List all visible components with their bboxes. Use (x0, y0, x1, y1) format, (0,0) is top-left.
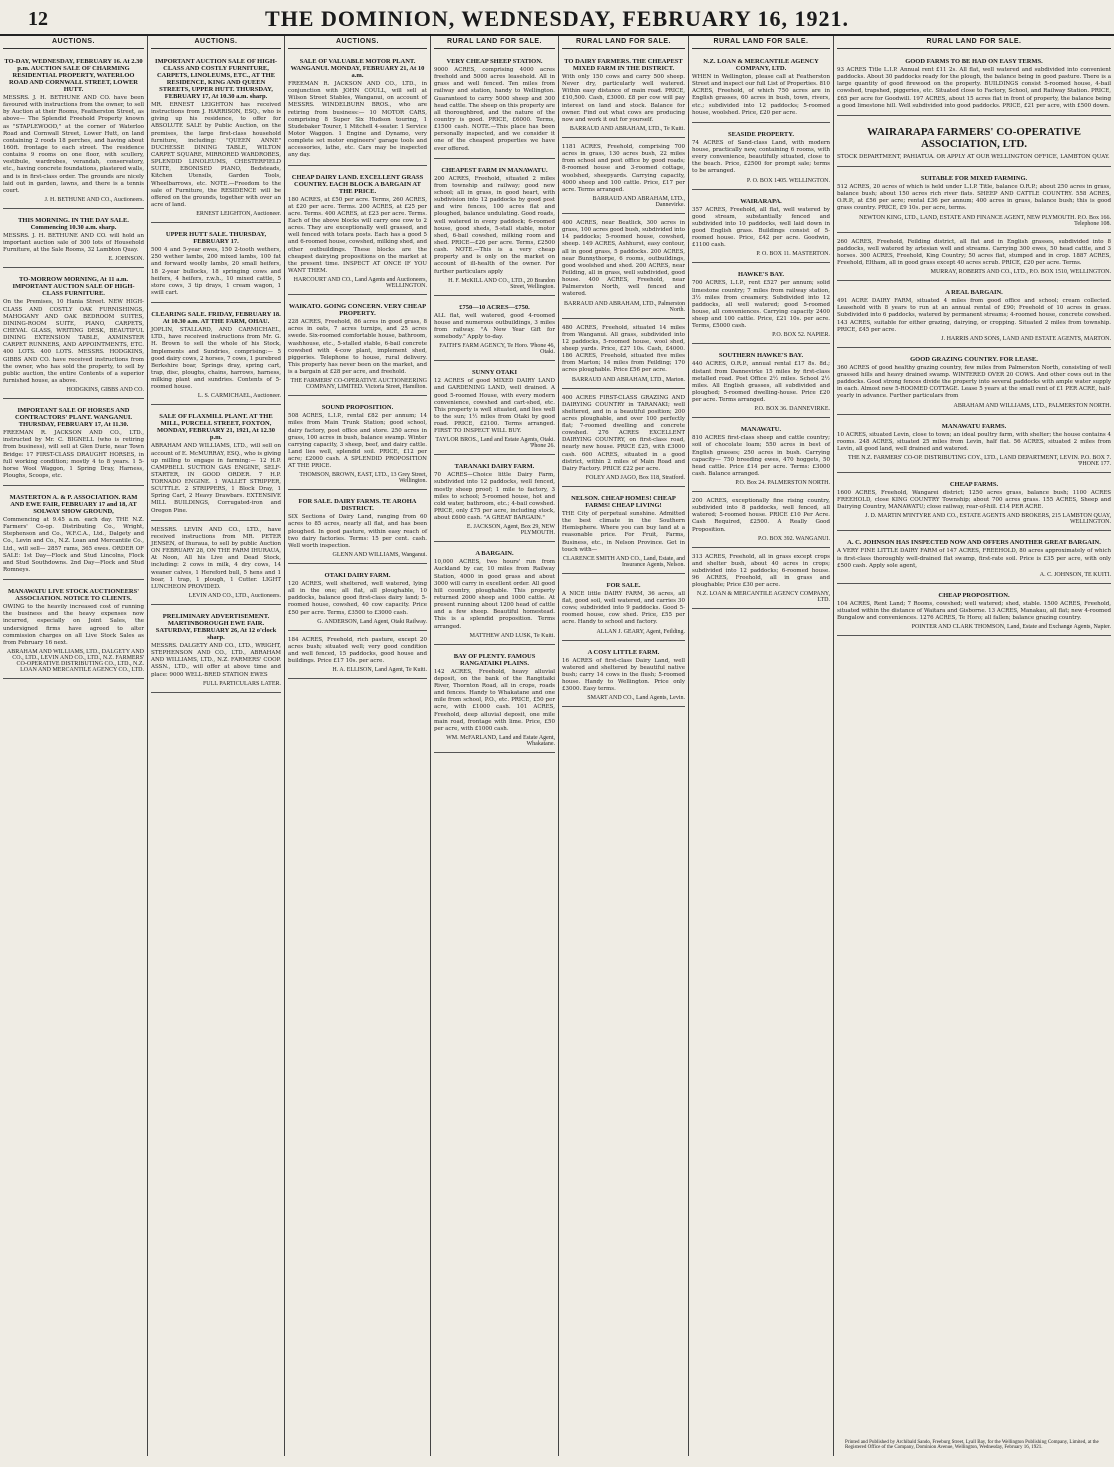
ad-signature: L. S. CARMICHAEL, Auctioneer. (197, 393, 281, 400)
advertisement (562, 322, 685, 389)
ad-signature: ALLAN J. GEARY, Agent, Feilding. (596, 628, 685, 635)
ad-body: ALL flat, well watered, good 4-roomed house and numerous outbuildings, 3 miles from railway. "A New Year Gift for somebody." Apply to-day. (434, 312, 555, 341)
advertisement (151, 53, 281, 223)
advertisement (692, 193, 830, 264)
ad-body: On the Premises, 10 Hania Street. NEW HIGH-CLASS AND COSTLY OAK FURNISHINGS, MAHOGANY AND OAK BEDROOM SUITES, DINING-ROOM SUITE, PIANO, CARPETS, CHEVAL GLASS, WRITING DESK, BEAUTIFUL DINING EXTENSION TABLE, AXMINSTER CARPET RUNNERS, AND APPOINTMENTS, ETC. 400 LOTS. 400 LOTS. MESSRS. HODGKINS, GIBBS AND CO. have received instructions from the owner, who has sold the property, to sell by public auction, the entire Contents of a superior furnished house, as above. (3, 299, 144, 384)
ad-signature: G. ANDERSON, Land Agent, Otaki Railway. (317, 618, 427, 625)
ad-signature: ABRAHAM AND WILLIAMS, LTD., DALGETY AND CO., LTD., LEVIN AND CO., LTD., N.Z. FARMERS' CO-OPERATIVE DISTRIBUTING CO., LTD., N.Z. LOAN AND MERCANTILE AGENCY CO., LTD. (6, 649, 144, 674)
ad-signature: P. O. BOX 11. MASTERTON. (756, 251, 830, 258)
ad-body: 200 ACRES, Freehold, situated 2 miles from township and railway; good new school; all in grass, in good heart, with subdivision into 12 paddocks by good post and wire fences, 100 acres flat and ploughed, balance undulating. Good roads, well watered in every paddock; 6-roomed house, good sheds, 5-stall stable, motor shed, 6-bail cowshed, milking room and shed. PRICE—£26 per acre. Terms, £2500 cash. NOTE.—This is a very cheap property and is only on the market on account of ill-health of the owner. For further particulars apply (434, 175, 555, 275)
ad-body: 491 ACRE DAIRY FARM, situated 4 miles from good office and school; cream collected. Leasehold with 8 years to run at an annual rental of £90; Freehold of 10 acres in grass. Subdivided into 6 paddocks, watered by permanent streams; 4-roomed house, concrete cowshed. 143 ACRES, suitable for either grazing, dairying, or cropping. Situated 2 miles from township. PRICE, £45 per acre. (837, 298, 1111, 333)
column-header: AUCTIONS. (151, 36, 281, 49)
ad-heading: OTAKI DAIRY FARM. (324, 572, 391, 580)
ad-signature: P.O. BOX 392. WANGANUI. (757, 535, 830, 542)
ad-heading: WAIRARAPA FARMERS' CO-OPERATIVE ASSOCIATION, LTD. (867, 125, 1081, 150)
ad-heading: CHEAP PROPOSITION. (938, 591, 1010, 599)
ad-body: THE City of perpetual sunshine. Admitted the best climate in the Southern Hemisphere. Where you can buy land at a reasonable price. For Fruit, Farms, Business, etc., in Nelson Province. Get in touch with— (562, 511, 685, 553)
ad-signature: J. H. BETHUNE AND CO., Auctioneers. (44, 196, 144, 203)
ad-heading: MANAWATU FARMS. (941, 422, 1007, 430)
ad-heading: CHEAPEST FARM IN MANAWATU. (441, 166, 548, 174)
ad-body: Commencing at 9.45 a.m. each day. THE N.Z. Farmers' Co-op. Distributing Co., Wright, Stephenson and Co., W.F.C.A., Ltd., Dalgety and Co., Levin and Co., N.Z. Loan and Mercantile Co., Ltd., will sell— 2857 rams, 365 ewes. ORDER OF SALE: 1st Day—Flock and Stud Lincolns, Flock and Stud Southdowns. 2nd Day—Flock and Stud Romneys. (3, 517, 144, 574)
column-header: RURAL LAND FOR SALE. (837, 36, 1111, 49)
ad-body: MESSRS. J. H. BETHUNE AND CO. have been favoured with instructions from the owner, to sell by Auction at their Rooms, Featherston Street, as above— The Splendid Freehold Property known as "STAPLEWOOD," at the corner of Waterloo Road and Cornwall Street, Lower Hutt, on land containing 2 roods 18 perches, and having about 160ft. frontage to each street. The residence contains 9 rooms on one floor, with scullery, vestibule, wardrobes, verandah, conservatory, etc., having concrete foundations, plastered walls, and is in first-class order. The grounds are nicely laid out in garden, lawns, and there is a tennis court. (3, 95, 144, 194)
ad-heading: PRELIMINARY ADVERTISEMENT. MARTINBOROUGH EWE FAIR. SATURDAY, FEBRUARY 26, At 12 o'clock sharp. (155, 613, 277, 642)
ad-signature: A. C. JOHNSON, TE KUITI. (1039, 571, 1111, 578)
ad-body: 360 ACRES of good healthy grazing country, few miles from Palmerston North, consisting of well grassed hills and heavy drained swamp. WINTERED OVER 20 COWS. And other cows out in the paddocks. Good strong fences divide the property into several paddocks with ample water supply in each. Almost new 5-ROOMED COTTAGE. Lease 5 years at the small rent of £1 PER ACRE, half-yearly in advance. Further particulars from (837, 364, 1111, 400)
ad-body: 440 ACRES, O.R.P., annual rental £17 8s. 8d.; distant from Dannevirke 15 miles by first-class metalled road. Post Office 2½ miles. School 2½ miles. All English grasses, all subdivided and ploughed; 5-roomed dwelling-house. Price £20 per acre. Terms arranged. (692, 361, 830, 404)
ad-heading: GOOD GRAZING COUNTRY. FOR LEASE. (910, 355, 1038, 363)
ad-signature: BARRAUD AND ABRAHAM, LTD., Marton. (571, 376, 685, 383)
ad-signature: THE N.Z. FARMERS' CO-OP. DISTRIBUTING COY., LTD., LAND DEPARTMENT, LEVIN. P.O. BOX 7. 'PHONE 177. (848, 454, 1111, 467)
column-6 (689, 36, 834, 1456)
ad-signature: BARRAUD AND ABRAHAM, LTD., Dannevirke. (592, 195, 685, 208)
ad-body: OWING to the heavily increased cost of running the business and the heavy expenses now incurred, especially on Joint Sales, the undersigned firms have agreed to alter commission charges on all Live Stock Sales as from February 16 next. (3, 604, 144, 646)
ad-heading: SALE OF VALUABLE MOTOR PLANT. WANGANUI. MONDAY, FEBRUARY 21, At 10 a.m. (290, 58, 425, 79)
ad-body: MR. ERNEST LEIGHTON has received instructions from J. HARRISON, ESQ., who is giving up his residence, to offer for ABSOLUTE SALE by Public Auction, on the premises, the large first-class household furniture, including: "QUEEN ANNE" DUCHESSE DINING TABLE, WILTON CARPET SQUARE, MIRRORED WARDROBES, SPLENDID LINOLEUMS, CHESTERFIELD SUITE, EBONISED PIANO, Bedsteads, Kitchen Utensils, Garden Tools, Wheelbarrows, etc. NOTE.—Freedom to the sale of Furniture, the RESIDENCE will be offered on the grounds, together with over an acre of land. (151, 102, 281, 208)
ad-signature: THE FARMERS' CO-OPERATIVE AUCTIONEERING COMPANY, LIMITED. Victoria Street, Hamilton. (290, 378, 427, 391)
ad-signature: MURRAY, ROBERTS AND CO., LTD., P.O. BOX 1510, WELLINGTON. (930, 269, 1111, 276)
ad-signature: CLARENCE SMITH AND CO., Land, Estate, and Insurance Agents, Nelson. (563, 555, 685, 568)
ad-body: 16 ACRES of first-class Dairy Land, well watered and sheltered by beautiful native bush; carry 14 cows in the flush; 5-roomed house. Handy to Wellington. Price only £3000. Easy terms. (562, 657, 685, 693)
ad-heading: HAWKE'S BAY. (737, 271, 785, 279)
advertisement (434, 53, 555, 159)
ad-body: 12 ACRES of good MIXED DAIRY LAND and GARDENING LAND, well drained. A good 5-roomed House, with every modern convenience, cowshed and cart-shed, etc. This property is well situated, and lies well to the sun; 1½ miles from Otaki by good road. PRICE, £2100. Terms arranged. FIRST TO INSPECT WILL BUY. (434, 378, 555, 435)
ad-body: ABRAHAM AND WILLIAMS, LTD., will sell on account of E. McMURRAY, ESQ., who is giving up milling to engage in farming:— 12 H.P. CAMPBELL SUCTION GAS ENGINE, SELF-STARTER, IN GOOD ORDER. 7 H.P. TORNADO ENGINE. 1 WALLET STRIPPER, SCUTTLE. 2 STRIPPERS, 1 Block Dray, 1 Spring Cart, 2 Heavy Drawbars. EXTENSIVE MILL BUILDINGS, Corrugated-iron and Oregon Pine. (151, 443, 281, 514)
column-header: RURAL LAND FOR SALE. (692, 36, 830, 49)
advertisement (692, 266, 830, 344)
ad-heading: IMPORTANT SALE OF HORSES AND CONTRACTORS' PLANT. WANGANUI. THURSDAY, FEBRUARY 17, At 11.30. (14, 407, 133, 429)
column-7 (834, 36, 1114, 1456)
advertisement (837, 53, 1111, 116)
ad-signature: WM. McFARLAND, Land and Estate Agent, Whakatane. (446, 735, 555, 747)
advertisement (837, 476, 1111, 531)
advertisement (151, 524, 281, 605)
ad-body: 400 ACRES FIRST-CLASS GRAZING AND DAIRYING COUNTRY in TARANAKI; well sheltered, and in a beautiful position; 200 acres ploughable, and over 100 perfectly flat; 7-roomed dwelling and concrete cowshed. 276 ACRES EXCELLENT DAIRYING COUNTRY, on first-class road, nearly new house. PRICE £25, with £3000 cash. 600 ACRES, situated in a good district, within 2 miles of Main Road and Dairy Factory. PRICE £22 per acre. (562, 394, 685, 472)
advertisement (562, 217, 685, 319)
advertisement (837, 534, 1111, 583)
ad-heading: NELSON. CHEAP HOMES! CHEAP FARMS! CHEAP LIVING! (571, 495, 676, 510)
ad-signature: BARRAUD AND ABRAHAM, LTD., Palmerston North. (564, 300, 685, 313)
ad-signature: J. D. MARTIN M'INTYRE AND CO., ESTATE AGENTS AND BROKERS, 215 LAMBTON QUAY, WELLINGTON. (865, 513, 1111, 526)
ad-heading: MASTERTON A. & P. ASSOCIATION. RAM AND EWE FAIR, FEBRUARY 17 and 18, AT SOLWAY SHOW GROUND, (9, 494, 138, 516)
ad-heading: IMPORTANT AUCTION SALE OF HIGH-CLASS AND COSTLY FURNITURE, CARPETS, LINOLEUMS, ETC., AT THE RESIDENCE, KING AND QUEEN STREETS, UPPER HUTT. THURSDAY, FEBRUARY 17, At 10.30 a.m. sharp. (154, 58, 278, 100)
page-number: 12 (28, 8, 48, 30)
ad-signature: FOLEY AND JAGO, Box 118, Stratford. (585, 475, 685, 482)
ad-body: 104 ACRES, Rent Land; 7 Rooms, cowshed; well watered; shed, stable. 1500 ACRES, Freehold, situated within the distance of Waitara and Gisborne. 13 ACRES, Manakau, all flat; new 4-roomed Bungalow and conveniences. 1276 ACRES, Te Horo; all fallen; balance grazing country. (837, 600, 1111, 622)
advertisement (562, 141, 685, 214)
ad-signature: LEVIN AND CO., LTD., Auctioneers. (188, 593, 281, 600)
advertisement (692, 53, 830, 123)
ad-body: 500 4 and 5-year ewes, 150 2-tooth wethers, 250 wether lambs, 200 mixed lambs, 100 fat and forward woolly lambs, 20 small heifers, 18 2-year bullocks, 18 springing cows and heifers, 4 heifers, r.w.h., 10 mixed cattle, 5 store cows, 3 tip drays, 1 cream wagon, 1 swill cart. (151, 247, 281, 296)
ad-body: 228 ACRES, Freehold, 86 acres in good grass, 8 acres in oats, 7 acres turnips, and 25 acres swede. Six-roomed comfortable house, bathroom, washhouse, etc., 5-stalled stable, 6-bail concrete cowshed with 4-cow plant, implement shed, piggeries. Telephone to house, rural delivery. This property has never been on the market, and is a bargain at £28 per acre, and freehold. (288, 319, 427, 376)
ad-heading: CLEARING SALE. FRIDAY, FEBRUARY 18. At 10.30 a.m. AT THE FARM, OHAU. (151, 311, 281, 326)
masthead (0, 0, 1114, 36)
ad-body: 512 ACRES, 20 acres of which is held under L.I.P. Title, balance O.R.P.; about 250 acres in grass, balance bush; about 150 acres rich river flats. SHEEP AND CATTLE COUNTRY. 558 ACRES, O.R.P., at £56 per acre; rental £36 per annum; 400 acres in grass, balance bush; this is good grass country. PRICE, £9 10s. per acre, terms. (837, 183, 1111, 212)
ad-body: 120 ACRES, well sheltered, well watered, lying all in the one; all flat, all ploughable, 10 paddocks, balance good first-class dairy land; 5-roomed house, cowshed, 40 cow capacity. Price £50 per acre. Terms, £3500 to £3000 cash. (288, 581, 427, 616)
ad-heading: VERY CHEAP SHEEP STATION. (446, 58, 543, 65)
column-header: AUCTIONS. (3, 36, 144, 49)
column-5 (559, 36, 689, 1456)
column-header: AUCTIONS. (288, 36, 427, 49)
ad-heading: GOOD FARMS TO BE HAD ON EASY TERMS. (905, 58, 1043, 65)
ad-heading: UPPER HUTT SALE. THURSDAY, FEBRUARY 17. (165, 231, 267, 246)
advertisement (837, 170, 1111, 233)
advertisement (288, 399, 427, 490)
ad-signature: NEWTON KING, LTD., LAND, ESTATE AND FINANCE AGENT, NEW PLYMOUTH. P.O. Box 166. Telephone 108. (859, 214, 1111, 227)
ad-heading: TO-MORROW MORNING, At 11 a.m. IMPORTANT AUCTION SALE OF HIGH-CLASS FURNITURE. (12, 276, 135, 298)
ad-signature: THOMSON, BROWN, EAST, LTD., 13 Grey Street, Wellington. (299, 472, 427, 485)
ad-signature: BARRAUD AND ABRAHAM, LTD., Te Kuiti. (569, 125, 685, 132)
advertisement (288, 169, 427, 296)
advertisement (434, 162, 555, 296)
printer-imprint: Printed and Published by Archibald Sando, Freeburg Street, Lyall Bay, for the Wellington Publishing Company, Limited, at the Registered Office of the Company, Dominion Avenue, Wellington, Wednesday, February 16, 1921. (845, 1440, 1099, 1450)
advertisement (288, 634, 427, 680)
column-header: RURAL LAND FOR SALE. (434, 36, 555, 49)
column-4 (431, 36, 559, 1456)
advertisement (434, 545, 555, 644)
ad-body: A NICE little DAIRY FARM, 36 acres, all flat, good soil, well watered, and carries 30 cows; subdivided into 9 paddocks. Good 5-roomed house, cow shed. Price, £55 per acre. Handy to school and factory. (562, 590, 685, 626)
ad-body: FREEMAN R. JACKSON AND CO., LTD., instructed by Mr. C. BIGNELL (who is retiring from business), will sell at Glen Durie, near Town Bridge: 17 FIRST-CLASS DRAUGHT HORSES, in full working condition; mostly 4 to 8 years. 1 5-horse Wool Waggon, 1 Spring Dray, Harness, Ploughs, Scoops, etc. (3, 430, 144, 479)
advertisement (434, 364, 555, 455)
advertisement (3, 402, 144, 486)
ad-signature: FAITH'S FARM AGENCY, Te Horo. 'Phone 46, Otaki. (439, 343, 555, 356)
advertisement (151, 226, 281, 303)
ad-signature: P.O. BOX 36. DANNEVIRKE. (754, 406, 830, 413)
advertisement (288, 493, 427, 564)
ad-body: STOCK DEPARTMENT, PAHIATUA. OR APPLY AT OUR WELLINGTON OFFICE, LAMBTON QUAY. (837, 153, 1110, 160)
ad-heading: MANAWATU LIVE STOCK AUCTIONEERS' ASSOCIATION. NOTICE TO CLIENTS. (7, 588, 140, 603)
ad-body: 1600 ACRES, Freehold, Wangarei district; 1250 acres grass, balance bush; 1100 ACRES FREEHOLD, close KING COUNTRY Township; about 700 acres grass. 155 ACRES, Sheep and Dairying Country, MANAWATU; close railway, rear-of-hill. £14 PER ACRE. (837, 489, 1111, 511)
ad-body: WHEN in Wellington, please call at Featherston Street and inspect our full List of Properties. 810 ACRES, Freehold, of which 750 acres are in English grasses, 60 acres in bush, town, rivers, etc.; subdivided into 12 paddocks; 5-roomed house, woolshed. Price, £20 per acre. (692, 74, 830, 116)
ad-signature: SMART AND CO., Land Agents, Levin. (587, 695, 685, 702)
ad-body: 10 ACRES, situated Levin, close to town; an ideal poultry farm, with shelter; the house contains 4 rooms. 248 ACRES, situated 25 miles from Levin, half flat. 56 ACRES, situated 2 miles from Levin, all good land, well drained and watered. (837, 431, 1111, 452)
column-1 (0, 36, 148, 1456)
advertisement (837, 418, 1111, 473)
ad-body: 400 ACRES, near Beatlick, 300 acres in grass, 100 acres good bush, subdivided into 14 paddocks; 5-roomed house, cowshed, sheep. 149 ACRES, Ashhurst, easy contour, all in good grass, 5 paddocks. 200 ACRES, near Bunnythorpe, 6 rooms, outbuildings, good woolshed and shed. 200 ACRES, near Feilding, all in grass, well subdivided, good house. 400 ACRES, Freehold, near Palmerston North, well fenced and watered. (562, 219, 685, 298)
ad-body: 200 ACRES, exceptionally fine rising country, subdivided into 8 paddocks, well fenced, all watered; 5-roomed house. PRICE £10 Per Acre. Cash Required, £2500. A Really Good Proposition. (692, 498, 830, 533)
ad-signature: HARCOURT AND CO., Land Agents and Auctioneers, WELLINGTON. (293, 277, 427, 290)
ad-body: JOPLIN, STALLARD, AND CARMICHAEL, LTD., have received instructions from Mr. G. H. Brown to sell the whole of his Stock, Implements and Sundries, comprising:— 5 good dairy cows, 2 horses, 7 cows, 1 purebred Berkshire boar, Springs dray, spring cart, trap, disc, ploughs, chains, harrows, harness, milking plant and sundries. Contents of 5-roomed house. (151, 327, 281, 391)
advertisement (692, 421, 830, 492)
ad-body: 142 ACRES, Freehold, heavy alluvial deposit, on the bank of the Rangitaiki River, Thornton Road, all in crops, roads and fences. Handy to Whakatane and one mile from school, P.O., etc. PRICE, £50 per acre, with £1000 cash. 101 ACRES, Freehold, deep alluvial deposit, one mile main road, frontage with lime. Price, £50 per acre, with £1000 cash. (434, 668, 555, 732)
ad-signature: E. JACKSON, Agent, Box 29, NEW PLYMOUTH. (466, 524, 555, 537)
ad-heading: SOUND PROPOSITION. (321, 404, 394, 412)
ad-signature: P. O. BOX 1405. WELLINGTON. (746, 177, 830, 184)
column-2 (148, 36, 285, 1456)
ad-signature: MATTHEW AND LUSK, Te Kuiti. (469, 632, 555, 639)
advertisement (562, 53, 685, 138)
advertisement (562, 577, 685, 641)
advertisement (288, 298, 427, 396)
ad-body: 313 ACRES, Freehold, all in grass except crops and shelter bush, about 40 acres in crops; subdivided into 12 paddocks; 6-roomed house. 96 ACRES, Freehold, all in grass and ploughable; Price £30 per acre. (692, 553, 830, 589)
ad-heading: SALE OF FLAXMILL PLANT. AT THE MILL, PURCELL STREET, FOXTON, MONDAY, FEBRUARY 21, 1921, At 12.30 p.m. (156, 413, 276, 442)
advertisement (562, 392, 685, 488)
ad-body: 700 ACRES, L.I.P., rent £527 per annum; solid limestone country; 7 miles from railway station, 3½ miles from creamery. Subdivided into 12 paddocks, all well watered; good 5-roomed house, all conveniences. Carrying capacity 2400 sheep and 100 cattle. Price, £21 10s. per acre. Terms, £5000 cash. (692, 280, 830, 330)
ad-heading: BAY OF PLENTY. FAMOUS RANGATAIKI PLAINS. (453, 652, 536, 667)
ad-heading: SUNNY OTAKI (472, 369, 517, 377)
ad-heading: A COSY LITTLE FARM. (587, 648, 660, 656)
ad-heading: £750—10 ACRES—£750. (459, 303, 530, 311)
ad-heading: A REAL BARGAIN. (945, 289, 1003, 297)
ad-body: A VERY FINE LITTLE DAIRY FARM of 147 ACRES, FREEHOLD, 80 acres approximately of which is first-class thoroughly well-drained flat swamp, first-rate soil. Price is £35 per acre, with only £500 cash. Apply sole agent, (837, 548, 1111, 569)
ad-signature: POINTER AND CLARK THOMSON, Land, Estate and Exchange Agents, Napier. (911, 624, 1111, 631)
advertisement (3, 489, 144, 580)
ad-signature: P.O. BOX 52. NAPIER. (772, 332, 830, 339)
ad-heading: THIS MORNING. IN THE DAY SALE. Commencing 10.30 a.m. sharp. (18, 216, 129, 231)
ad-body: SIX Sections of Dairy Land, ranging from 60 acres to 85 acres, nearly all flat, and has been ploughed. In good pasture, within easy reach of two dairy factories. Terms: 15 per cent. cash. Well worth inspection. (288, 514, 427, 549)
advertisement (3, 271, 144, 399)
ad-heading: TO DAIRY FARMERS. THE CHEAPEST MIXED FARM IN THE DISTRICT. (564, 58, 683, 72)
advertisement (837, 236, 1111, 282)
ad-signature: H. A. ELLISON, Land Agent, Te Kuiti. (332, 667, 427, 674)
advertisement (837, 284, 1111, 348)
ad-body: 357 ACRES, Freehold, all flat, well watered by good stream, substantially fenced and subdivided into 10 paddocks, well laid down in good English grass. Buildings consist of 5-roomed house. Price, £42 per acre. Goodwin, £1100 cash. (692, 206, 830, 249)
advertisement (692, 347, 830, 418)
ad-body: 184 ACRES, Freehold, rich pasture, except 20 acres bush; situated well; very good condition and well fenced, 15 paddocks, good house and buildings. Price £17 10s. per acre. (288, 636, 427, 665)
advertisement (3, 212, 144, 268)
advertisement (692, 551, 830, 610)
advertisement (151, 306, 281, 405)
ad-heading: A. C. JOHNSON HAS INSPECTED NOW AND OFFERS ANOTHER GREAT BARGAIN. (847, 539, 1101, 547)
ad-heading: TO-DAY, WEDNESDAY, FEBRUARY 16. At 2.30 p.m. AUCTION SALE OF CHARMING RESIDENTIAL PROPERTY, WATERLOO ROAD AND CORNWALL STREET, LOWER HUTT. (4, 58, 143, 93)
ad-body: 10,000 ACRES, two hours' run from Auckland by car, 10 miles from Railway Station, 4000 in good grass and about 3000 will carry in excellent order. All good hill country, ploughable. This property returned 2000 sheep and 1000 cattle. At present running about 1200 head of cattle and a few sheep. Beautiful homestead. This is a splendid proposition. Terms arranged. (434, 559, 555, 630)
ad-body: 480 ACRES, Freehold, situated 14 miles from Wanganui. All grass, subdivided into 12 paddocks, 5-roomed house, wool shed, sheep yards. Price, £27 10s. Cash, £4000. 186 ACRES, Freehold, situated five miles from Marton; 14 miles from Feilding; 170 acres ploughable. Price £56 per acre. (562, 324, 685, 374)
column-3 (285, 36, 431, 1456)
ad-signature: E. JOHNSON. (108, 256, 144, 263)
advertisement (3, 53, 144, 209)
ad-signature: ERNEST LEIGHTON, Auctioneer. (196, 211, 281, 218)
ad-signature: J. HARRIS AND SONS, LAND AND ESTATE AGENTS, MARTON. (941, 335, 1111, 342)
advertisement (562, 490, 685, 574)
ad-heading: FOR SALE. DAIRY FARMS. TE AROHA DISTRICT. (298, 498, 417, 513)
ad-body: 508 ACRES, L.I.P., rental £82 per annum; 14 miles from Main Trunk Station; good school, dairy factory, post office and store. 250 acres in grass, 100 acres in bush, balance swamp. Winter carrying capacity, 3 sheep, beef, and dairy cattle. Land lies well, splendid soil. PRICE, £12 per acre; £2000 cash. A SPLENDID PROPOSITION AT THE PRICE. (288, 413, 427, 470)
newspaper-title: THE DOMINION, WEDNESDAY, FEBRUARY 16, 1921. (265, 6, 849, 31)
ad-signature: FULL PARTICULARS LATER. (202, 680, 281, 687)
ad-heading: SUITABLE FOR MIXED FARMING. (920, 174, 1028, 182)
ad-signature: HODGKINS, GIBBS AND CO. (66, 387, 144, 394)
ad-body: MESSRS. DALGETY AND CO., LTD., WRIGHT, STEPHENSON AND CO., LTD., ABRAHAM AND WILLIAMS, LTD., N.Z. FARMERS' COOP. ASSN., LTD., will offer at above time and place: 9000 WELL-BRED STATION EWES (151, 643, 281, 678)
ad-heading: MANAWATU. (740, 426, 782, 434)
ad-heading: WAIRARAPA. (740, 197, 782, 205)
ad-heading: N.Z. LOAN & MERCANTILE AGENCY COMPANY, LTD. (703, 58, 819, 72)
ad-heading: SOUTHERN HAWKE'S BAY. (718, 352, 804, 360)
ad-body: 260 ACRES, Freehold, Feilding district, all flat and in English grasses, subdivided into 8 paddocks, well watered by artesian well and streams. Carrying 300 ewes, 50 head cattle, and 3 horses. 300 ACRES, Freehold, King Country; 50 acres flat, stumped and in crop. 1887 ACRES, Freehold, Eltham, all in good grass except 40 acres scrub. PRICE, £20 per acre. Terms. (837, 238, 1111, 266)
ad-body: MESSRS. J. H. BETHUNE AND CO. will hold an important auction sale of 300 lots of Household Furniture, at the Sale Rooms, 32 Lambton Quay. (3, 232, 144, 254)
advertisement (837, 351, 1111, 415)
ad-heading: TARANAKI DAIRY FARM. (454, 463, 535, 471)
advertisement (434, 458, 555, 542)
ad-heading: CHEAP DAIRY LAND. EXCELLENT GRASS COUNTRY. EACH BLOCK A BARGAIN AT THE PRICE. (291, 173, 424, 195)
ad-body: 1181 ACRES, Freehold, comprising 700 acres in grass, 130 acres bush, 22 miles from school and post office by good roads; 8-roomed house and 3-roomed cottage, woolshed, sheepyards. Carrying capacity, 4000 sheep and 100 cattle. Price, £17 per acre. Terms arranged. (562, 143, 685, 193)
ad-signature: ABRAHAM AND WILLIAMS, LTD., PALMERSTON NORTH. (953, 402, 1111, 409)
advertisement (151, 408, 281, 520)
advertisement (434, 299, 555, 362)
column-header: RURAL LAND FOR SALE. (562, 36, 685, 49)
ad-body: MESSRS. LEVIN AND CO., LTD., have received instructions from MR. PETER JENSEN, of Ihuraua, to sell by public Auction ON FEBRUARY 28, ON THE FARM IHURAUA, At Noon, All his Live and Dead Stock, including: 2 cows in milk, 4 dry cows, 14 weaner calves, 1 Hereford bull, 5 hens and 1 boar, 1 trap, 1 plough, 1 Cutter. LIGHT LUNCHEON PROVIDED. (151, 526, 281, 590)
ad-signature: GLENN AND WILLIAMS, Wanganui. (332, 552, 427, 559)
ad-body: 9000 ACRES, comprising 4000 acres freehold and 5000 acres leasehold. All in grass and well fenced. Ten miles from railway and station, handy to Wellington. Guaranteed to carry 5000 sheep and 300 head cattle. The sheep on this property are all thoroughbred, and the nature of the country is good. PRICE, £6000. Terms, £1500 cash. NOTE.—This place has been personally inspected, and we consider it one of the cheapest properties we have ever offered. (434, 67, 555, 152)
ad-signature: N.Z. LOAN & MERCANTILE AGENCY COMPANY, LTD. (696, 591, 830, 604)
ad-body: 180 ACRES, at £50 per acre. Terms, 260 ACRES, at £20 per acre. Terms. 200 ACRES, at £25 per acre. Terms. 400 ACRES, at £23 per acre. Terms. Each of the above blocks will carry one cow to 2 acres. They are exceptionally well grassed, and well fenced with totara posts. Each has a good 5 and 6-roomed house, cowshed, milking shed, and other outbuildings. These blocks are the cheapest dairying propositions on the market at the present time. INSPECT AT ONCE IF YOU WANT THEM. (288, 196, 427, 274)
ad-heading: FOR SALE. (606, 581, 641, 589)
ad-body: With only 150 cows and carry 500 sheep. Never dry, particularly well watered. Within easy distance of main road. PRICE, £10,500. Cash, £3000. £8 per cow will pay interest on land and stock. Balance for owner. Find out what cows are producing now and work it out for yourself. (562, 74, 685, 123)
advertisement (151, 608, 281, 693)
ad-body: 93 ACRES Title L.I.P. Annual rent £11 2s. All flat, well watered and subdivided into convenient paddocks. About 30 paddocks ready for the plough, the balance being in good pasture. There is a large quantity of good firewood on the property. BUILDINGS consist 5-roomed house, 4-bail cowshed, trapshed, piggeries, etc. Situated close to Factory, School, and Railway Station. PRICE, £65 per acre for Goodwill. 197 ACRES, about 15 acres flat in front of property, the balance being a good limestone hill. Well subdivided into good paddocks. PRICE, £21 per acre, with £500 down. (837, 67, 1111, 109)
advertisement (692, 126, 830, 190)
ad-heading: WAIKATO. GOING CONCERN. VERY CHEAP PROPERTY. (288, 303, 427, 318)
ad-signature: P.O. Box 24. PALMERSTON NORTH. (735, 480, 830, 487)
advertisement (837, 119, 1111, 167)
ad-signature: H. F. McKILL AND CO., LTD., 20 Brandon Street, Wellington. (448, 277, 555, 290)
advertisement (3, 583, 144, 679)
ad-body: 70 ACRES—Choice little Dairy Farm, subdivided into 12 paddocks, well fenced, mostly sheep proof; 1 mile to factory, 3 miles to school; 5-roomed house, hot and cold water, bathroom, etc.; 4-bail cowshed. PRICE, only £75 per acre, including stock, about £600 cash. "A GREAT BARGAIN." (434, 472, 555, 522)
ad-heading: CHEAP FARMS. (949, 480, 999, 488)
ad-body: 810 ACRES first-class sheep and cattle country; soil of chocolate loam; 550 acres in best of English grasses; 250 acres in bush. Carrying capacity— 750 breeding ewes, 470 hoggets, 50 head cattle. Price £14 per acre. Terms: £3000 cash. Balance arranged. (692, 435, 830, 477)
advertisement (837, 587, 1111, 636)
advertisement (288, 53, 427, 166)
advertisement (692, 495, 830, 548)
ad-heading: A BARGAIN. (475, 550, 514, 558)
advertisement (434, 648, 555, 753)
ad-signature: TAYLOR BROS., Land and Estate Agents, Otaki. 'Phone 26. (435, 437, 555, 450)
ad-heading: SEASIDE PROPERTY. (728, 130, 794, 138)
ad-body: 74 ACRES of Sand-class Land, with modern house, practically new, containing 6 rooms, with every convenience, beautifully situated, close to the beach. Price, £2500 for prompt sale; terms to be arranged. (692, 139, 830, 175)
advertisement (288, 567, 427, 631)
advertisement (562, 644, 685, 708)
ad-body: FREEMAN R. JACKSON AND CO., LTD., in conjunction with JOHN COULL, will sell at Wilson Street Stables, Wanganui, on account of MESSRS. WINDELBURN BROS., who are retiring from business:— 10 MOTOR CARS, comprising 8 Super Six Hudson touring, 1 Studebaker Tourer, 1 Mitchell 4-seater. 1 Service Motor Waggon. 1 Engine and Dynamo, very complete set motor engineers' garage tools and accessories, lathe, etc. Cars may be inspected any day. (288, 81, 427, 159)
